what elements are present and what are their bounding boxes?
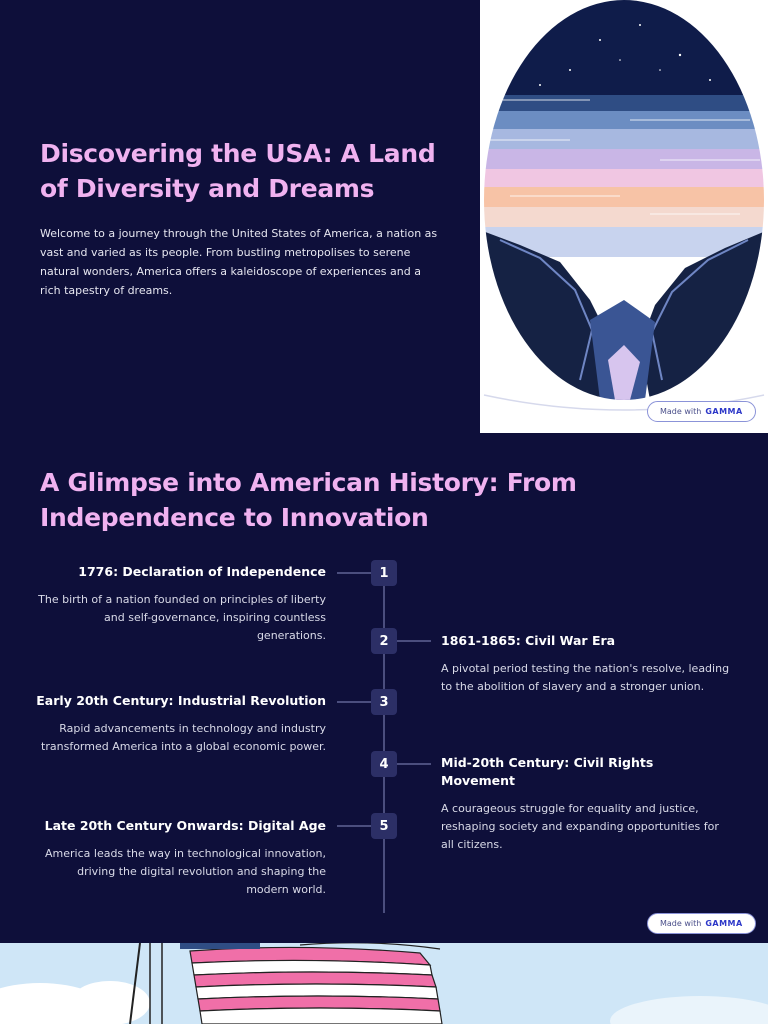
- timeline-event: [441, 754, 731, 854]
- timeline-event-heading: 1861-1865: Civil War Era: [441, 633, 616, 648]
- timeline-node: 3: [371, 689, 397, 715]
- slide-title: Discovering the USA: A Land of Diversity and Dreams: [40, 139, 436, 203]
- badge-prefix: Made with: [660, 919, 702, 928]
- timeline-event-text: Rapid advancements in technology and industry transformed America into a global economic power.: [41, 722, 326, 753]
- timeline-event-heading: Mid-20th Century: Civil Rights Movement: [441, 755, 654, 788]
- timeline-node: 4: [371, 751, 397, 777]
- timeline-event-text: A courageous struggle for equality and justice, reshaping society and expanding opportunities for all citizens.: [441, 802, 719, 851]
- slide-flag-partial: [0, 943, 768, 1024]
- timeline-connector: [337, 825, 371, 827]
- timeline-event-text: America leads the way in technological innovation, driving the digital revolution and shaping the modern world.: [45, 847, 326, 896]
- timeline-node: 2: [371, 628, 397, 654]
- timeline-event: [441, 632, 731, 696]
- american-flag-icon: [0, 943, 768, 1024]
- timeline-connector: [397, 640, 431, 642]
- timeline-connector: [337, 701, 371, 703]
- timeline-event-heading: Early 20th Century: Industrial Revolution: [36, 693, 326, 708]
- canyon-illustration-icon: [480, 0, 768, 433]
- timeline-connector: [337, 572, 371, 574]
- timeline-event: [36, 817, 326, 899]
- timeline-axis: [383, 561, 385, 913]
- slide-body-text: Welcome to a journey through the United States of America, a nation as vast and varied as its people. From bustling metropolises to serene natural wonders, America offers a kaleidoscope of experiences and a rich tapestry of dreams.: [40, 227, 438, 297]
- timeline-event-heading: 1776: Declaration of Independence: [78, 564, 326, 579]
- timeline-event: [36, 563, 326, 645]
- slide-title: A Glimpse into American History: From Independence to Innovation: [40, 468, 577, 532]
- timeline-event-text: A pivotal period testing the nation's resolve, leading to the abolition of slavery and a stronger union.: [441, 662, 730, 693]
- timeline-node: 1: [371, 560, 397, 586]
- timeline-connector: [397, 763, 431, 765]
- gamma-logo: GAMMA: [705, 919, 743, 928]
- gamma-logo: GAMMA: [705, 407, 743, 416]
- made-with-gamma-badge[interactable]: [647, 913, 756, 934]
- slide-history-timeline: [0, 433, 768, 943]
- timeline-event-heading: Late 20th Century Onwards: Digital Age: [44, 818, 326, 833]
- slide-intro: [0, 0, 768, 433]
- canyon-sunset-image: [480, 0, 768, 433]
- timeline-node: 5: [371, 813, 397, 839]
- timeline-event: [36, 692, 326, 756]
- badge-prefix: Made with: [660, 407, 702, 416]
- timeline-event-text: The birth of a nation founded on principles of liberty and self-governance, inspiring countless generations.: [38, 593, 326, 642]
- made-with-gamma-badge[interactable]: [647, 401, 756, 422]
